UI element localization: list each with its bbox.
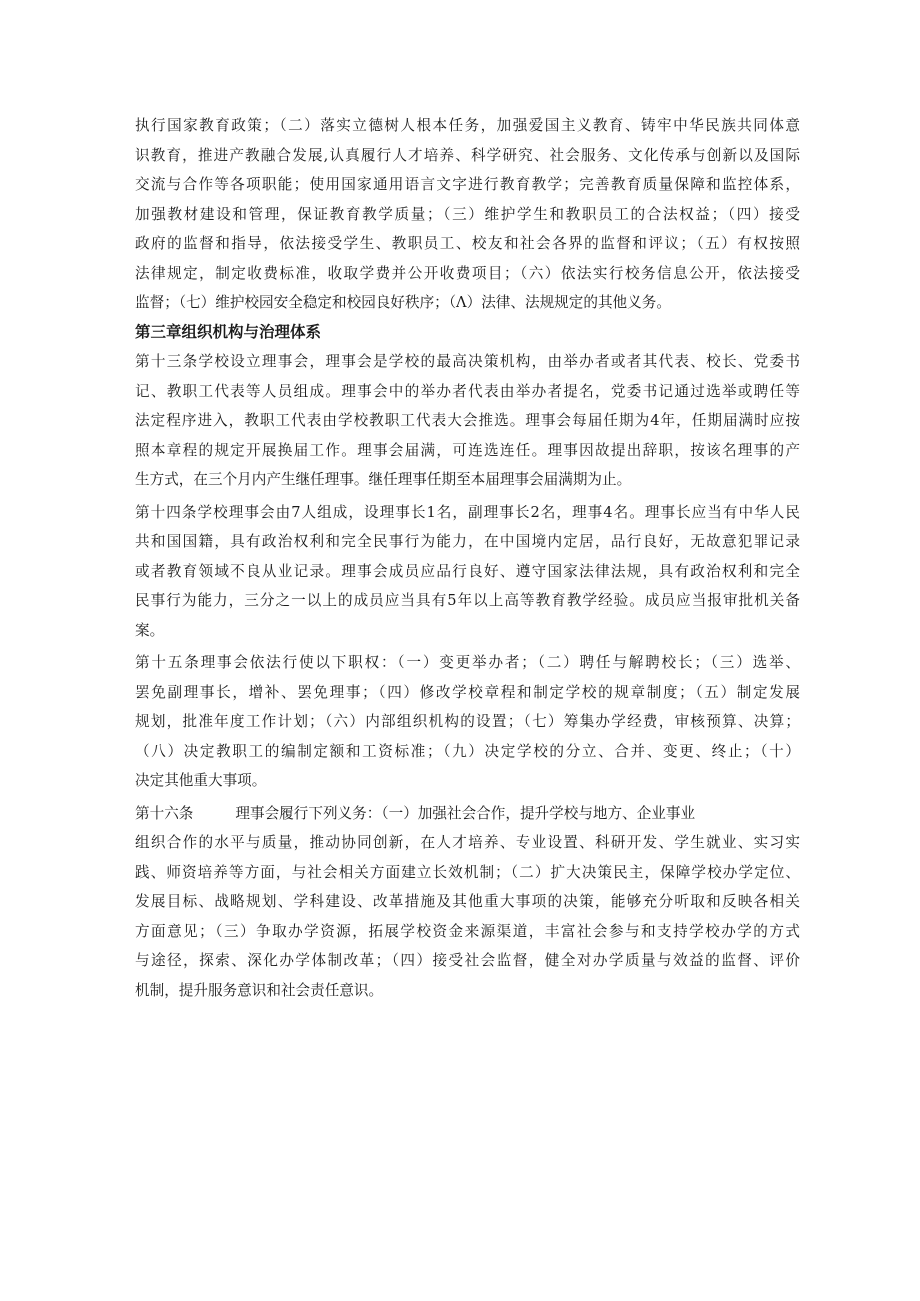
text-line: 加强教材建设和管理，保证教育教学质量；（三）维护学生和教职员工的合法权益；（四）接受 xyxy=(135,205,800,223)
chapter-heading: 第三章组织机构与治理体系 xyxy=(135,322,322,341)
text-line: 第十五条理事会依法行使以下职权：（一）变更举办者；（二）聘任与解聘校长；（三）选举、 xyxy=(135,654,800,671)
document-body xyxy=(135,111,800,1005)
text-line: （八）决定教职工的编制定额和工资标准；（九）决定学校的分立、合并、变更、终止；（十） xyxy=(135,742,800,760)
text-line: 发展目标、战略规划、学科建设、改革措施及其他重大事项的决策，能够充分听取和反映各相关 xyxy=(135,893,800,910)
article-14 xyxy=(135,498,800,646)
text-line: 监督；（七）维护校园安全稳定和校园良好秩序；（Λ）法律、法规规定的其他义务。 xyxy=(135,294,671,311)
article-16-first-text: 理事会履行下列义务：（一）加强社会合作，提升学校与地方、企业事业 xyxy=(235,804,696,822)
paragraph-obligations-continued xyxy=(135,111,800,318)
text-line: 法定程序进入，教职工代表由学校教职工代表大会推选。理事会每届任期为4年，任期届满时应按 xyxy=(135,412,800,429)
text-line: 与途径，探索、深化办学体制改革；（四）接受社会监督，健全对办学质量与效益的监督、评价 xyxy=(135,952,800,969)
text-line: 共和国国籍，具有政治权利和完全民事行为能力，在中国境内定居，品行良好，无故意犯罪记录 xyxy=(135,533,800,550)
text-line: 民事行为能力，三分之一以上的成员应当具有5年以上高等教育教学经验。成员应当报审批机关备 xyxy=(135,592,800,609)
text-line: 践、师资培养等方面，与社会相关方面建立长效机制；（二）扩大决策民主，保障学校办学定位、 xyxy=(135,863,800,881)
text-line: 案。 xyxy=(135,621,165,639)
text-line: 第十四条学校理事会由7人组成，设理事长1名，副理事长2名，理事4名。理事长应当有中华人民 xyxy=(135,503,800,521)
text-line: 机制，提升服务意识和社会责任意识。 xyxy=(135,981,384,999)
text-line: 方面意见；（三）争取办学资源，拓展学校资金来源渠道，丰富社会参与和支持学校办学的方式 xyxy=(135,922,800,940)
text-line: 罢免副理事长，增补、罢免理事；（四）修改学校章程和制定学校的规章制度；（五）制定发展 xyxy=(135,683,800,701)
article-16 xyxy=(135,799,800,1006)
text-line: 或者教育领域不良从业记录。理事会成员应品行良好、遵守国家法律法规，具有政治权利和完全 xyxy=(135,562,800,580)
article-15 xyxy=(135,648,800,796)
text-line: 交流与合作等各项职能；使用国家通用语言文字进行教育教学；完善教育质量保障和监控体系， xyxy=(135,176,800,193)
text-line: 照本章程的规定开展换届工作。理事会届满，可连选连任。理事因故提出辞职，按该名理事的产 xyxy=(135,441,800,459)
text-line: 组织合作的水平与质量，推动协同创新，在人才培养、专业设置、科研开发、学生就业、实习实 xyxy=(135,834,800,851)
text-line: 第十三条学校设立理事会，理事会是学校的最高决策机构，由举办者或者其代表、校长、党委书 xyxy=(135,353,800,370)
text-line: 识教育，推进产教融合发展,认真履行人才培养、科学研究、社会服务、文化传承与创新以及国际 xyxy=(135,146,800,164)
article-16-label: 第十六条 xyxy=(135,804,194,822)
text-line: 法律规定，制定收费标准，收取学费并公开收费项目；（六）依法实行校务信息公开，依法接受 xyxy=(135,264,800,282)
text-line: 规划，批准年度工作计划；（六）内部组织机构的设置；（七）筹集办学经费，审核预算、决算； xyxy=(135,713,800,730)
text-line: 决定其他重大事项。 xyxy=(135,772,267,789)
text-line: 记、教职工代表等人员组成。理事会中的举办者代表由举办者提名，党委书记通过选举或聘任等 xyxy=(135,382,800,400)
article-13 xyxy=(135,347,800,495)
text-line: 执行国家教育政策；（二）落实立德树人根本任务，加强爱国主义教育、铸牢中华民族共同体意 xyxy=(135,117,800,134)
text-line: 生方式，在三个月内产生继任理事。继任理事任期至本届理事会届满期为止。 xyxy=(135,471,632,488)
text-line: 政府的监督和指导，依法接受学生、教职员工、校友和社会各界的监督和评议；（五）有权按照 xyxy=(135,235,800,252)
article-16-first-line xyxy=(135,799,800,829)
